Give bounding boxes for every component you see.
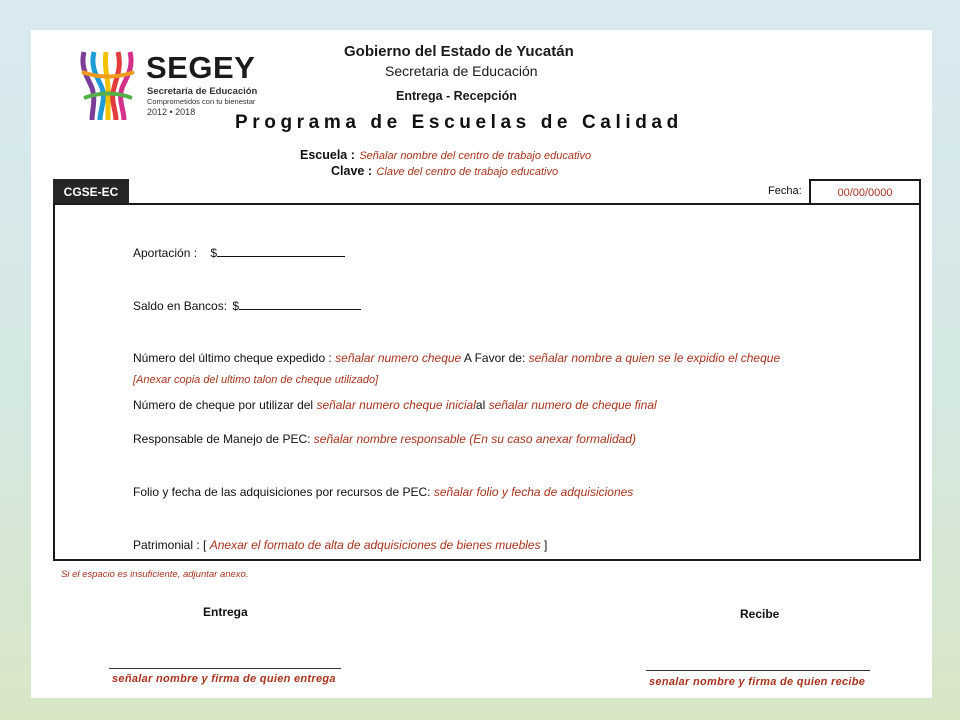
saldo-blank[interactable] <box>239 298 361 310</box>
cheque-inicial: señalar numero cheque inicial <box>316 398 476 412</box>
responsable-row <box>133 432 636 446</box>
ultimo-cheque-value: señalar numero cheque <box>335 351 462 365</box>
entrega-signature-line[interactable] <box>109 668 341 669</box>
cheque-utilizar-row <box>133 398 657 412</box>
segey-logo <box>78 48 138 122</box>
logo-brand: SEGEY <box>146 50 256 85</box>
cheque-al: al <box>475 398 486 412</box>
document-page <box>31 30 932 698</box>
clave-row <box>331 162 558 180</box>
aportacion-blank[interactable] <box>217 245 345 257</box>
saldo-currency: $ <box>232 299 240 313</box>
recibe-label: Recibe <box>740 607 780 621</box>
header-programa: Programa de Escuelas de Calidad <box>235 112 683 133</box>
folio-row <box>133 485 633 499</box>
a-favor-label: A Favor de: <box>463 351 526 365</box>
folio-value: señalar folio y fecha de adquisiciones <box>433 485 634 499</box>
fecha-label: Fecha: <box>768 185 802 197</box>
saldo-label: Saldo en Bancos: <box>133 299 228 313</box>
recibe-signature-line[interactable] <box>646 670 870 671</box>
ultimo-cheque-row <box>133 351 780 365</box>
escuela-label: Escuela : <box>300 148 355 162</box>
entrega-label: Entrega <box>203 605 248 619</box>
responsable-label: Responsable de Manejo de PEC: <box>133 432 311 446</box>
logo-line1: Secretaría de Educación <box>147 86 258 97</box>
folio-label: Folio y fecha de las adquisiciones por recursos de PEC: <box>133 485 431 499</box>
clave-value: Clave del centro de trabajo educativo <box>376 166 559 178</box>
segey-emblem-icon <box>78 48 138 122</box>
aportacion-row <box>133 245 345 260</box>
aportacion-currency: $ <box>210 246 218 260</box>
responsable-value: señalar nombre responsable (En su caso anexar formalidad) <box>313 432 636 446</box>
cheque-utilizar-label: Número de cheque por utilizar del <box>133 398 314 412</box>
logo-line3: 2012 • 2018 <box>147 107 196 117</box>
escuela-value: Señalar nombre del centro de trabajo educativo <box>359 150 592 162</box>
entrega-signature-hint: señalar nombre y firma de quien entrega <box>112 673 336 685</box>
recibe-signature-hint: senalar nombre y firma de quien recibe <box>649 676 866 688</box>
patrimonial-close: ] <box>543 538 548 552</box>
cheque-final: señalar numero de cheque final <box>488 398 657 412</box>
header-secretaria: Secretaria de Educación <box>385 63 538 79</box>
patrimonial-row <box>133 538 547 552</box>
fecha-value[interactable]: 00/00/0000 <box>809 179 921 204</box>
ultimo-cheque-note: [Anexar copia del ultimo talon de cheque utilizado] <box>133 374 379 386</box>
header-entrega-recepcion: Entrega - Recepción <box>396 89 517 103</box>
aportacion-label: Aportación : <box>133 246 198 260</box>
patrimonial-value: Anexar el formato de alta de adquisiciones de bienes muebles <box>209 538 541 552</box>
a-favor-value: señalar nombre a quien se le expidio el cheque <box>528 351 781 365</box>
patrimonial-label: Patrimonial : <box>133 538 200 552</box>
form-code-badge: CGSE-EC <box>53 179 129 204</box>
header-gobierno: Gobierno del Estado de Yucatán <box>344 43 574 60</box>
ultimo-cheque-label: Número del último cheque expedido : <box>133 351 332 365</box>
saldo-row <box>133 298 361 313</box>
patrimonial-open: [ <box>203 538 207 552</box>
clave-label: Clave : <box>331 164 372 178</box>
note-insuficiente: Si el espacio es insuficiente, adjuntar anexo. <box>61 569 249 580</box>
logo-line2: Comprometidos con tu bienestar <box>147 97 256 106</box>
